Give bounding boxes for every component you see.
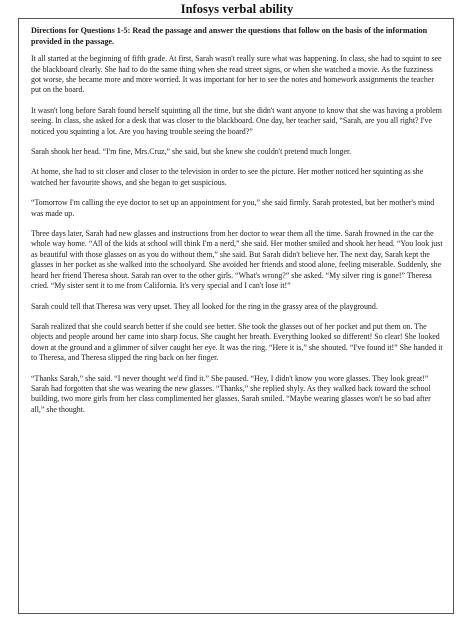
paragraph-5: “Tomorrow I'm calling the eye doctor to set up an appointment for you,” she said firmly. Sarah protested, but her mother's mind was made up. — [31, 198, 435, 218]
paragraph-4: At home, she had to sit closer and closer to the television in order to see the picture. Her mother noticed her squinting as she watched her favourite shows, and she began to get suspicious. — [31, 167, 424, 187]
page-title: Infosys verbal ability — [180, 2, 294, 16]
paragraph-2: It wasn't long before Sarah found herself squinting all the time, but she didn't want anyone to know that she was having a problem seeing. In class, she asked for a desk that was closer to the blackboard. One day, her teacher said, “Sarah, are you all right? I've noticed you squinting a lot. Are you having trouble seeing the board?” — [31, 105, 442, 136]
paragraph-8: Sarah realized that she could search better if she could see better. She took the glasses out of her pocket and put them on. The objects and people around her came into sharp focus. She caught her breath. Everything looked so different! So clear! She looked down at the ground and a glimmer of silver caught her eye. It was the ring. “Here it is,” she shouted. “I've found it!” She handed it to Theresa, and Theresa slipped the ring back on her finger. — [31, 321, 443, 363]
paragraph-3: Sarah shook her head. “I'm fine, Mrs.Cruz,” she said, but she knew she couldn't pretend much longer. — [31, 147, 352, 157]
paragraph-7: Sarah could tell that Theresa was very upset. They all looked for the ring in the grassy area of the playground. — [31, 301, 378, 311]
paragraph-9: “Thanks Sarah,” she said. “I never thought we'd find it.” She paused. “Hey, I didn't know you wore glasses. They look great!” Sarah had forgotten that she was wearing the new glasses. “Thanks,” she replied shyly. As they walked back toward the school building, two more girls from her class complimented her glasses. Sarah smiled. “Maybe wearing glasses won't be so bad after all,” she thought. — [31, 373, 431, 414]
paragraph-6: Three days later, Sarah had new glasses and instructions from her doctor to wear them all the time. Sarah frowned in the car the whole way home. “All of the kids at school will think I'm a nerd,” she said. Her mother smiled and shook her head. “You look just as beautiful with those glasses on as you do without them,” she said. But Sarah didn't believe her. The next day, Sarah kept the glasses in her pocket as she walked into the schoolyard. She avoided her friends and stood alone, feeling miserable. Suddenly, she heard her friend Theresa shout. Sarah ran over to the other girls. “What's wrong?” she asked. “My silver ring is gone!” Theresa cried. “My sister sent it to me from California. It's very special and I can't lose it!” — [31, 229, 443, 291]
paragraph-1: It all started at the beginning of fifth grade. At first, Sarah wasn't really sure what was happening. In class, she had to squint to see the blackboard clearly. She had to do the same thing when she read street signs, or when she watched a movie. As the fuzziness got worse, she became more and more worried. It was important for her to see the notes and homework assignments the teacher put on the board. — [31, 54, 442, 95]
directions-text: Directions for Questions 1-5: Read the passage and answer the questions that follow on the basis of the information provided in the passage. — [31, 26, 428, 46]
passage-frame — [18, 18, 454, 614]
